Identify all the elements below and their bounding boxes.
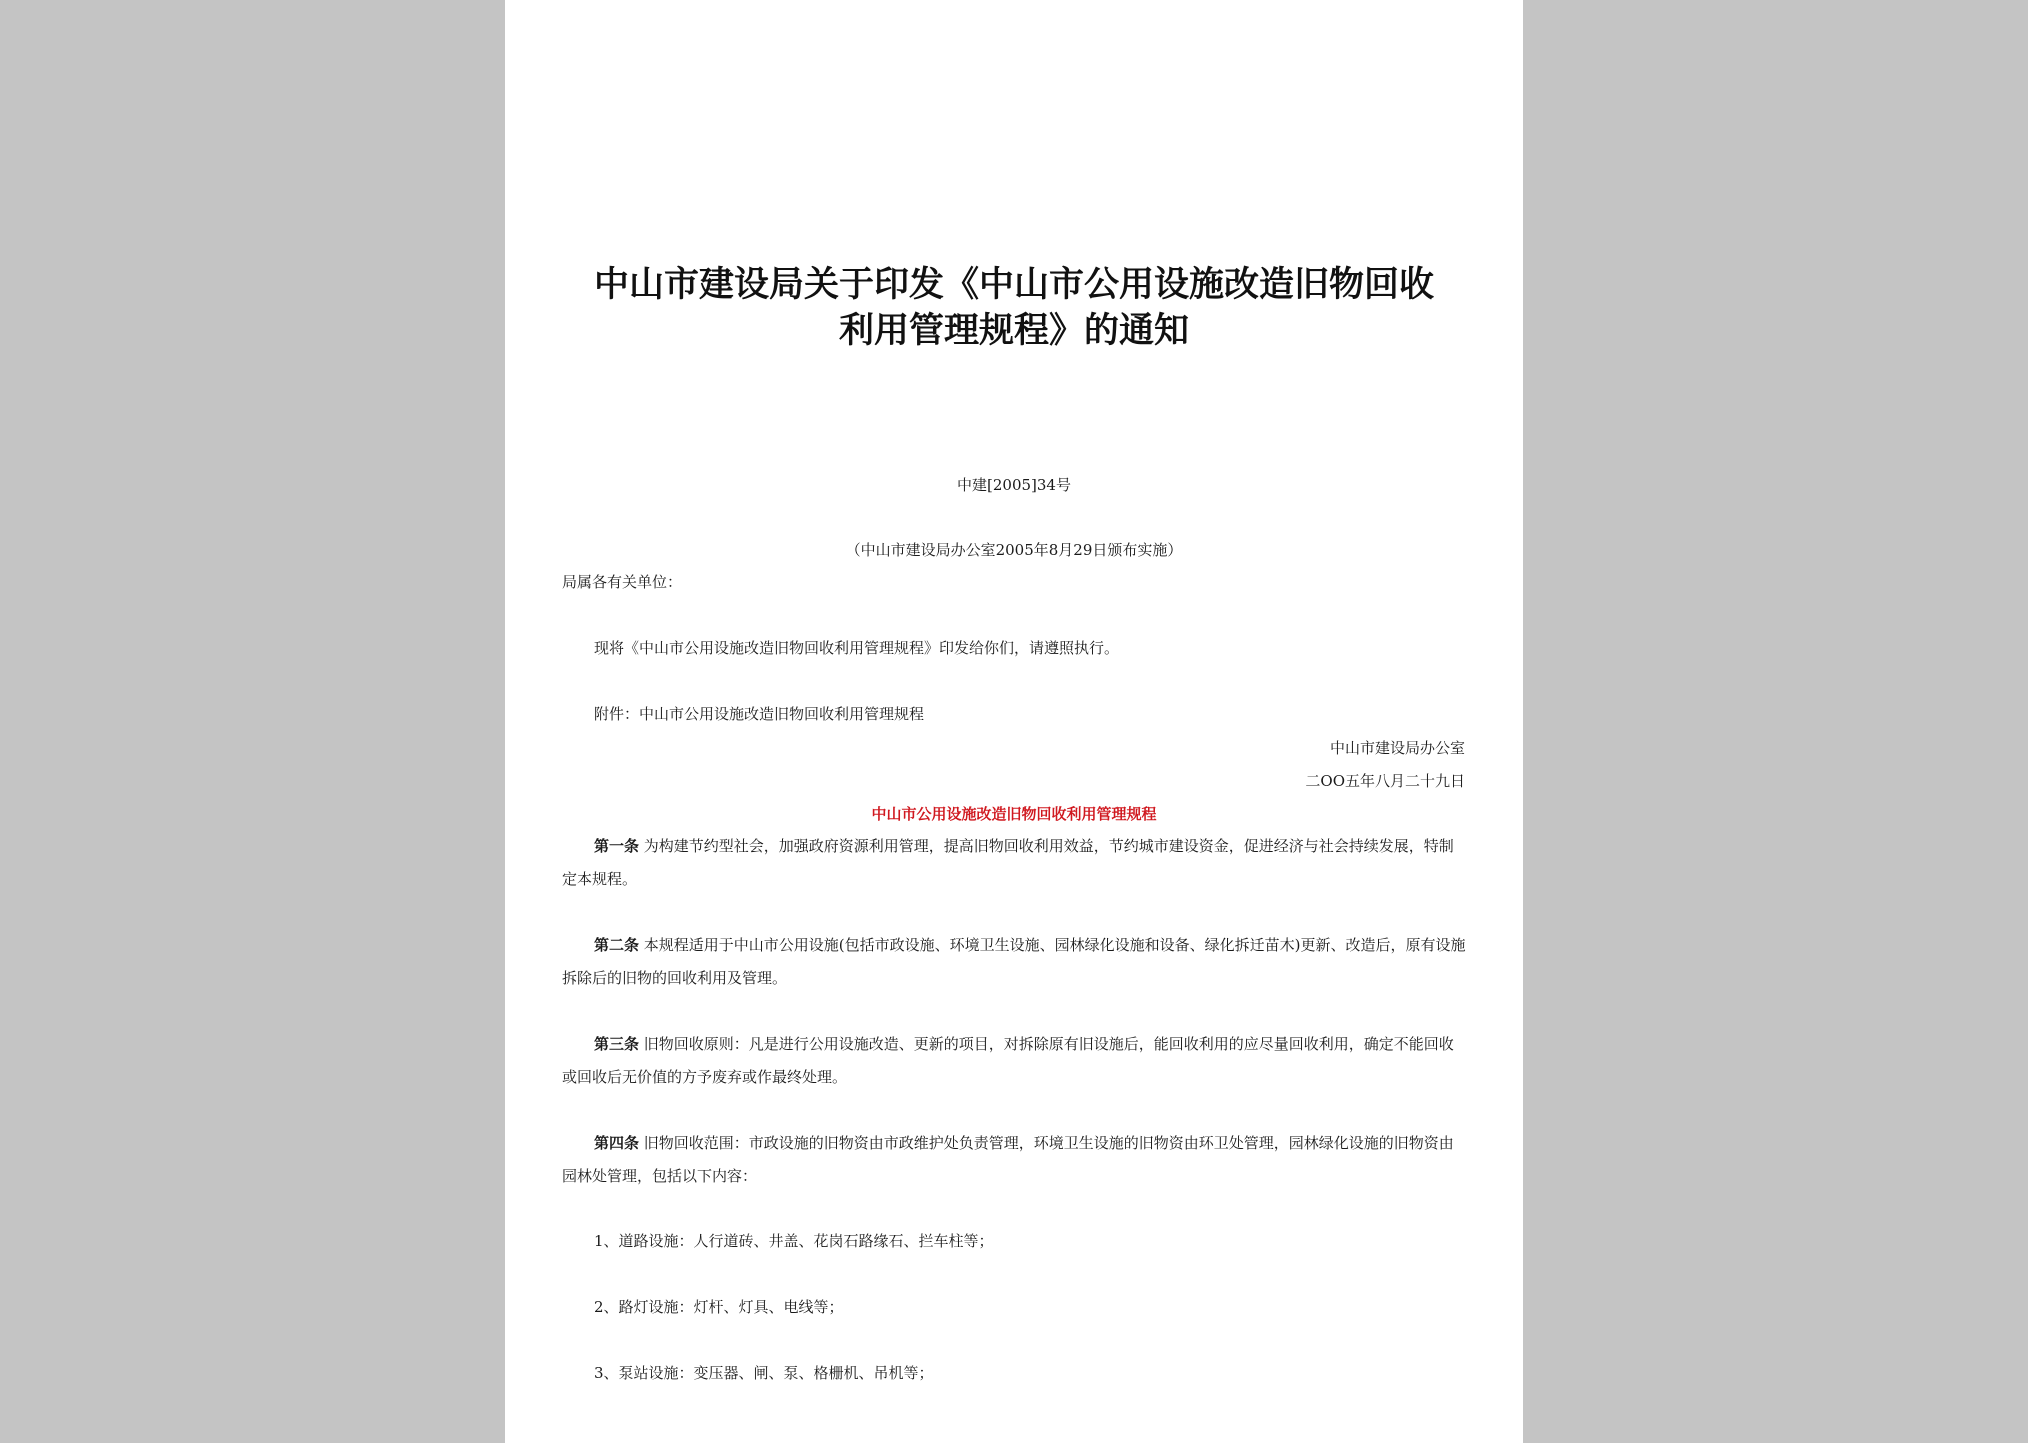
list-item: 1、道路设施：人行道砖、井盖、花岗石路缘石、拦车柱等； <box>594 1232 994 1250</box>
article-1-label: 第一条 <box>594 837 640 855</box>
sign-date: 二OO五年八月二十九日 <box>1305 772 1465 790</box>
list-item: 3、泵站设施：变压器、闸、泵、格栅机、吊机等； <box>594 1364 934 1382</box>
signer: 中山市建设局办公室 <box>1329 739 1465 757</box>
attachment-line: 附件：中山市公用设施改造旧物回收利用管理规程 <box>594 705 925 723</box>
article-4-text: 旧物回收范围：市政设施的旧物资由市政维护处负责管理，环境卫生设施的旧物资由环卫处管理，园林绿化设施的旧物资由园林处管理，包括以下内容： <box>562 1134 1454 1185</box>
salutation: 局属各有关单位： <box>562 573 683 591</box>
document-number: 中建[2005]34号 <box>957 476 1071 494</box>
article-3-text: 旧物回收原则：凡是进行公用设施改造、更新的项目，对拆除原有旧设施后，能回收利用的应尽量回收利用，确定不能回收或回收后无价值的方予废弃或作最终处理。 <box>562 1035 1454 1086</box>
article-2-label: 第二条 <box>594 936 640 954</box>
document-page <box>505 0 1523 1443</box>
article-2-text: 本规程适用于中山市公用设施(包括市政设施、环境卫生设施、园林绿化设施和设备、绿化拆迁苗木)更新、改造后，原有设施拆除后的旧物的回收利用及管理。 <box>562 936 1466 987</box>
list-item: 2、路灯设施：灯杆、灯具、电线等； <box>594 1298 844 1316</box>
article-1-text: 为构建节约型社会，加强政府资源利用管理，提高旧物回收利用效益，节约城市建设资金，促进经济与社会持续发展，特制定本规程。 <box>562 837 1454 888</box>
body-paragraph: 现将《中山市公用设施改造旧物回收利用管理规程》印发给你们，请遵照执行。 <box>594 639 1120 657</box>
document-title <box>505 262 1523 354</box>
article-4 <box>562 1127 1466 1193</box>
article-3 <box>562 1028 1466 1094</box>
article-1 <box>562 830 1466 896</box>
document-title-line-2: 利用管理规程》的通知 <box>838 311 1189 351</box>
document-title-line-1: 中山市建设局关于印发《中山市公用设施改造旧物回收 <box>593 265 1434 305</box>
article-3-label: 第三条 <box>594 1035 640 1053</box>
regulation-title: 中山市公用设施改造旧物回收利用管理规程 <box>871 805 1157 823</box>
issue-note: （中山市建设局办公室2005年8月29日颁布实施） <box>845 541 1183 559</box>
article-4-label: 第四条 <box>594 1134 640 1152</box>
article-2 <box>562 929 1466 995</box>
